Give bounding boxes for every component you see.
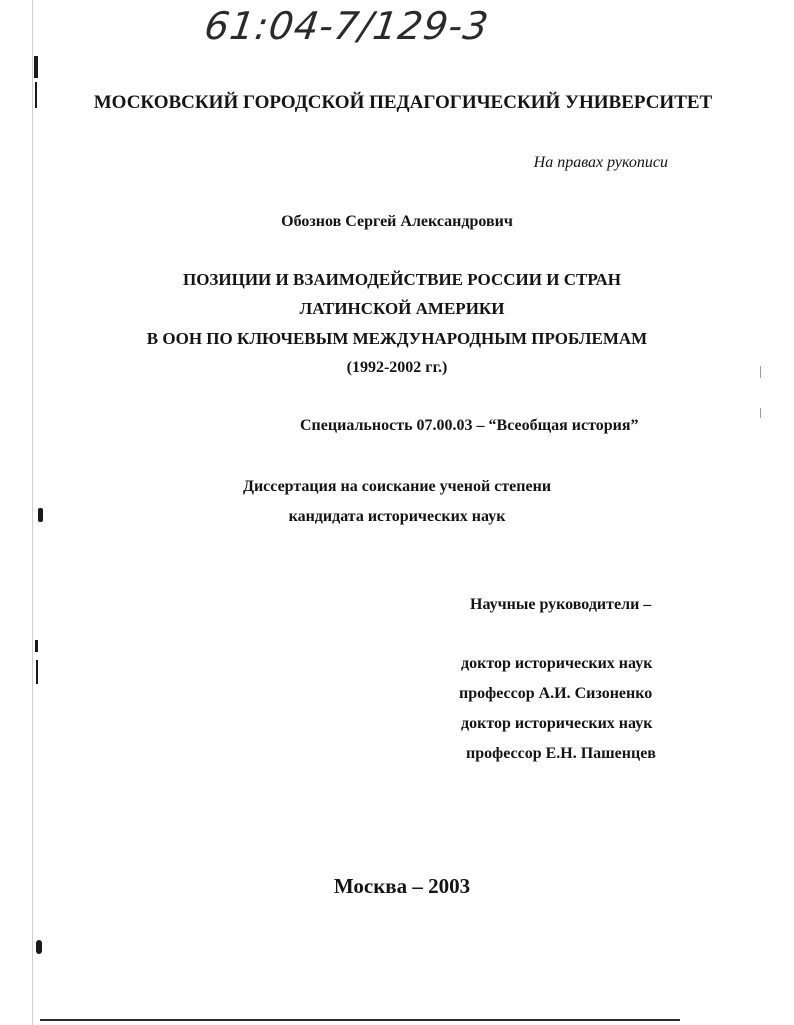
scan-mark xyxy=(36,660,38,684)
dissertation-degree-line: кандидата исторических наук xyxy=(288,508,506,525)
university-name: МОСКОВСКИЙ ГОРОДСКОЙ ПЕДАГОГИЧЕСКИЙ УНИВЕРСИТЕТ xyxy=(93,92,713,113)
scan-mark xyxy=(36,940,42,954)
supervisor-line: профессор Е.Н. Пашенцев xyxy=(466,745,656,762)
supervisor-line: профессор А.И. Сизоненко xyxy=(459,685,653,702)
author-name: Обознов Сергей Александрович xyxy=(281,213,513,230)
supervisors-heading: Научные руководители – xyxy=(470,596,652,613)
supervisor-line: доктор исторических наук xyxy=(461,655,653,672)
thesis-title-line: ПОЗИЦИИ И ВЗАИМОДЕЙСТВИЕ РОССИИ И СТРАН xyxy=(182,270,622,289)
manuscript-rights-note: На правах рукописи xyxy=(533,154,668,171)
city-and-year: Москва – 2003 xyxy=(333,874,471,898)
scan-bottom-edge-line xyxy=(40,1019,680,1021)
thesis-title-years: (1992-2002 гг.) xyxy=(346,359,448,376)
handwritten-catalogue-number: 61:04-7/129-3 xyxy=(201,4,492,48)
specialty-line: Специальность 07.00.03 – “Всеобщая история” xyxy=(300,417,639,434)
supervisor-line: доктор исторических наук xyxy=(461,715,653,732)
thesis-title-line: В ООН ПО КЛЮЧЕВЫМ МЕЖДУНАРОДНЫМ ПРОБЛЕМАМ xyxy=(146,329,648,348)
scan-mark xyxy=(35,640,38,652)
dissertation-degree-line: Диссертация на соискание ученой степени xyxy=(242,478,552,495)
thesis-title-line: ЛАТИНСКОЙ АМЕРИКИ xyxy=(299,299,505,318)
scan-mark xyxy=(760,408,761,418)
scan-mark xyxy=(34,56,38,78)
